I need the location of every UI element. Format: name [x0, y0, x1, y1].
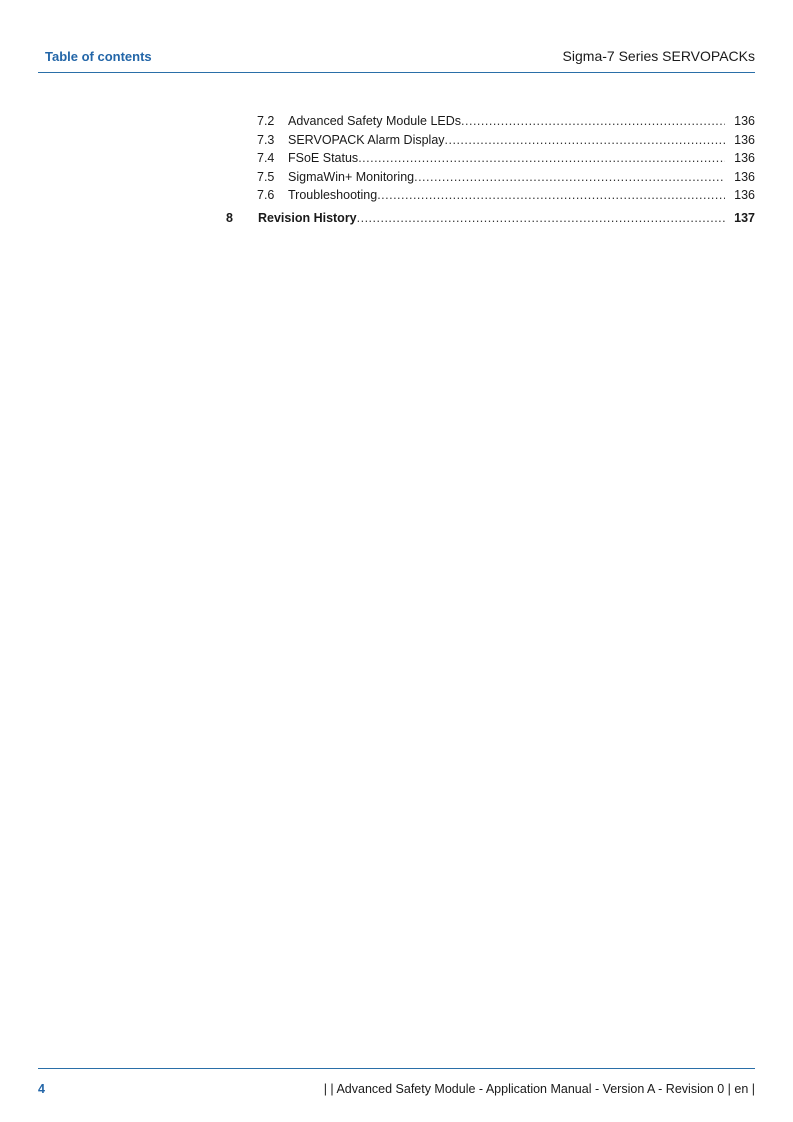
page-footer — [38, 1068, 755, 1099]
toc-chapter-8[interactable] — [220, 209, 755, 228]
toc-entry-title: SERVOPACK Alarm Display — [288, 132, 445, 147]
toc-entry-7-5[interactable] — [220, 168, 755, 187]
toc-chapter-title: Revision History — [258, 210, 357, 225]
toc-entry-page: 136 — [734, 151, 755, 165]
toc-entry-number: 7.5 — [257, 169, 275, 184]
toc-entry-number: 7.4 — [257, 151, 275, 165]
toc-entry-number: 7.6 — [257, 188, 275, 202]
header-section-title: Table of contents — [45, 49, 152, 64]
toc-entry-7-4[interactable] — [220, 149, 755, 168]
toc-entry-title: Troubleshooting — [288, 188, 378, 202]
toc-entry-title: FSoE Status — [288, 151, 359, 165]
footer-document-title: | | Advanced Safety Module - Application Manual - Version A - Revision 0 | en | — [323, 1082, 755, 1096]
toc-leader-dots — [461, 112, 725, 131]
footer-page-number: 4 — [38, 1082, 45, 1096]
toc-leader-dots — [358, 149, 725, 168]
toc-leader-dots — [377, 186, 725, 205]
toc-chapter-number: 8 — [226, 210, 233, 225]
toc-entry-title: SigmaWin+ Monitoring — [288, 169, 415, 184]
table-of-contents — [220, 112, 755, 227]
toc-entry-number: 7.3 — [257, 132, 275, 147]
toc-leader-dots — [445, 131, 725, 150]
page-header — [38, 44, 755, 73]
toc-leader-dots — [357, 209, 725, 228]
toc-entry-title: Advanced Safety Module LEDs — [288, 114, 462, 128]
toc-entry-7-3[interactable] — [220, 131, 755, 150]
toc-entry-page: 136 — [734, 114, 755, 128]
header-product-title: Sigma-7 Series SERVOPACKs — [562, 48, 755, 64]
toc-entry-number: 7.2 — [257, 114, 275, 128]
toc-entry-7-6[interactable] — [220, 186, 755, 205]
toc-chapter-page: 137 — [734, 210, 755, 225]
toc-leader-dots — [414, 168, 725, 187]
toc-entry-page: 136 — [734, 188, 755, 202]
toc-entry-7-2[interactable] — [220, 112, 755, 131]
toc-entry-page: 136 — [734, 169, 755, 184]
toc-entry-page: 136 — [734, 132, 755, 147]
